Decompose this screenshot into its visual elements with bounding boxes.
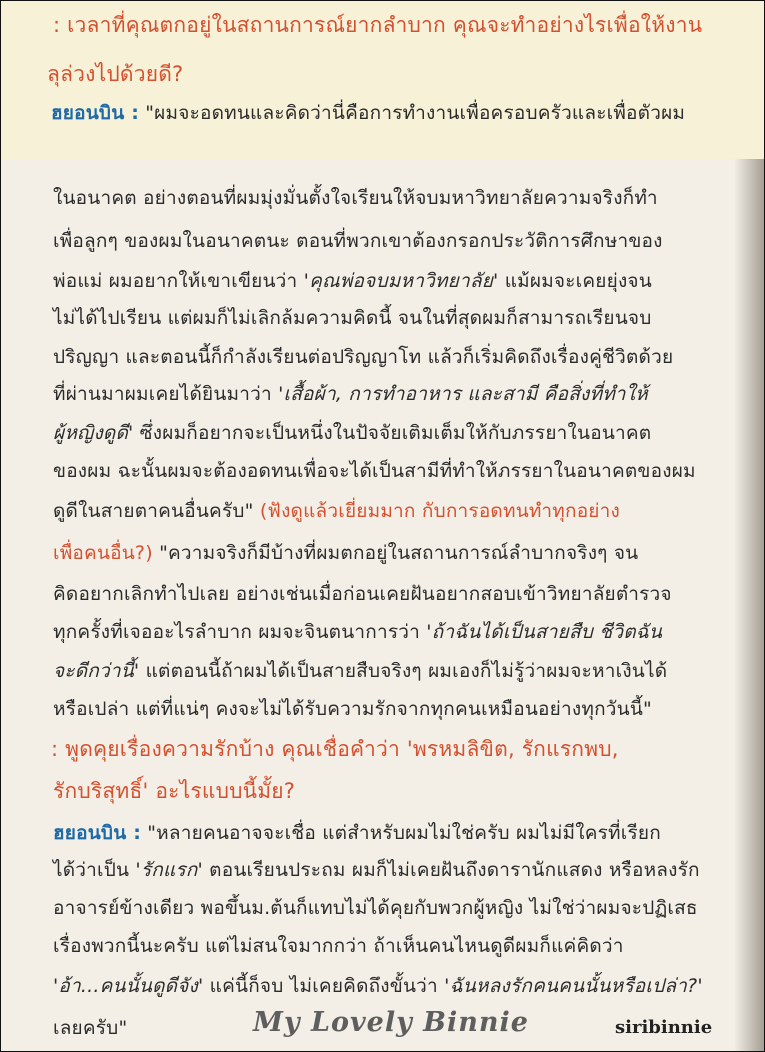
watermark-site: siribinnie xyxy=(615,1017,713,1038)
answer-text: แต่ตอนนี้ถ้าผมได้เป็นสายสืบจริงๆ ผมเองก็ไม่รู้ว่าผมจะหาเงินได้ xyxy=(139,660,668,682)
answer-1-line-10 xyxy=(53,496,620,526)
answer-1-line-13 xyxy=(53,617,662,647)
answer-1-line-3: เพื่อลูกๆ ของผมในอนาคตนะ ตอนที่พวกเขาต้องกรอกประวัติการศึกษาของ xyxy=(53,230,663,252)
answer-1-line-4 xyxy=(53,266,652,296)
interviewer-aside: เพื่อคนอื่น?) xyxy=(53,542,153,564)
answer-1-line-11 xyxy=(53,538,638,568)
question-2-line-2: รักบริสุทธิ์' อะไรแบบนี้มั้ย? xyxy=(53,779,296,803)
answer-text: ได้ว่าเป็น xyxy=(53,859,136,881)
quoted-text: ผู้หญิงดูดี' xyxy=(53,422,134,444)
quoted-text: 'ถ้าฉันได้เป็นสายสืบ ชีวิตฉัน xyxy=(426,621,663,643)
quoted-text: 'ฉันหลงรักคนคนนั้นหรือเปล่า?' xyxy=(444,975,703,997)
answer-text: ดูดีในสายตาคนอื่นครับ" xyxy=(53,500,260,522)
answer-text: ซึ่งผมก็อยากจะเป็นหนึ่งในปัจจัยเติมเต็มให้กับภรรยาในอนาคต xyxy=(133,422,652,444)
answer-1-line-8 xyxy=(53,418,651,448)
speaker-label: ฮยอนบิน : xyxy=(51,102,139,124)
answer-2-line-4: เรื่องพวกนี้นะครับ แต่ไม่สนใจมากกว่า ถ้าเห็นคนไหนดูดีผมก็แค่คิดว่า xyxy=(53,935,624,957)
answer-2-line-2 xyxy=(53,855,700,885)
answer-1-line-2: ในอนาคต อย่างตอนที่ผมมุ่งมั่นตั้งใจเรียนให้จบมหาวิทยาลัยความจริงก็ทำ xyxy=(53,187,658,209)
answer-1-line-6: ปริญญา และตอนนี้ก็กำลังเรียนต่อปริญญาโท แล้วก็เริ่มคิดถึงเรื่องคู่ชีวิตด้วย xyxy=(53,346,674,368)
answer-text: "ผมจะอดทนและคิดว่านี่คือการทำงานเพื่อครอบครัวและเพื่อตัวผม xyxy=(139,102,686,124)
answer-1-line-7 xyxy=(53,379,648,409)
answer-1-line-15: หรือเปล่า แต่ที่แน่ๆ คงจะไม่ได้รับความรักจากทุกคนเหมือนอย่างทุกวันนี้" xyxy=(53,698,652,720)
question-1-line-1: : เวลาที่คุณตกอยู่ในสถานการณ์ยากลำบาก คุณจะทำอย่างไรเพื่อให้งาน xyxy=(53,13,703,37)
interviewer-aside: (ฟังดูแล้วเยี่ยมมาก กับการอดทนทำทุกอย่าง xyxy=(259,500,620,522)
quoted-text: 'อ้า...คนนั้นดูดีจัง' xyxy=(53,975,204,997)
answer-text: ตอนเรียนประถม ผมก็ไม่เคยฝันถึงดารานักแสดง หรือหลงรัก xyxy=(202,859,700,881)
quoted-text: 'เสื้อผ้า, การทำอาหาร และสามี คือสิ่งที่ทำให้ xyxy=(278,383,648,405)
answer-2-line-3: อาจารย์ข้างเดียว พอขึ้นม.ต้นก็แทบไม่ได้คุยกับพวกผู้หญิง ไม่ใช่ว่าผมจะปฏิเสธ xyxy=(53,897,698,919)
answer-text: ทุกครั้งที่เจออะไรลำบาก ผมจะจินตนาการว่า xyxy=(53,621,427,643)
answer-text: "หลายคนอาจจะเชื่อ แต่สำหรับผมไม่ใช่ครับ ผมไม่มีใครที่เรียก xyxy=(141,822,661,844)
answer-text: "ความจริงก็มีบ้างที่ผมตกอยู่ในสถานการณ์ลำบากจริงๆ จน xyxy=(152,542,639,564)
answer-1-line-12: คิดอยากเลิกทำไปเลย อย่างเช่นเมื่อก่อนเคยฝันอยากสอบเข้าวิทยาลัยตำรวจ xyxy=(53,583,672,605)
quoted-text: จะดีกว่านี้' xyxy=(53,660,140,682)
answer-2-line-5 xyxy=(53,971,703,1001)
answer-text: ที่ผ่านมาผมเคยได้ยินมาว่า xyxy=(53,383,279,405)
question-1-line-2: ลุล่วงไปด้วยดี? xyxy=(47,62,184,86)
answer-1-line-14 xyxy=(53,656,667,686)
answer-2-line-1 xyxy=(53,818,661,848)
watermark-title: My Lovely Binnie xyxy=(253,1007,529,1038)
answer-1-line-9: ของผม ฉะนั้นผมจะต้องอดทนเพื่อจะได้เป็นสามีที่ทำให้ภรรยาในอนาคตของผม xyxy=(53,460,696,482)
answer-text: แม้ผมจะเคยยุ่งจน xyxy=(498,270,652,292)
question-2-line-1: : พูดคุยเรื่องความรักบ้าง คุณเชื่อคำว่า 'พรหมลิขิต, รักแรกพบ, xyxy=(51,737,619,761)
page-gutter-shadow xyxy=(734,159,764,1052)
quoted-text: 'คุณพ่อจบมหาวิทยาลัย' xyxy=(303,270,499,292)
answer-1-line-5: ไม่ได้ไปเรียน แต่ผมก็ไม่เลิกล้มความคิดนี้ จนในที่สุดผมก็สามารถเรียนจบ xyxy=(53,307,652,329)
answer-1-line-1 xyxy=(51,98,685,128)
answer-text: แค่นี้ก็จบ ไม่เคยคิดถึงขั้นว่า xyxy=(203,975,445,997)
speaker-label: ฮยอนบิน : xyxy=(53,822,141,844)
quoted-text: 'รักแรก' xyxy=(135,859,203,881)
answer-text: พ่อแม่ ผมอยากให้เขาเขียนว่า xyxy=(53,270,304,292)
answer-2-line-6: เลยครับ" xyxy=(53,1017,128,1039)
